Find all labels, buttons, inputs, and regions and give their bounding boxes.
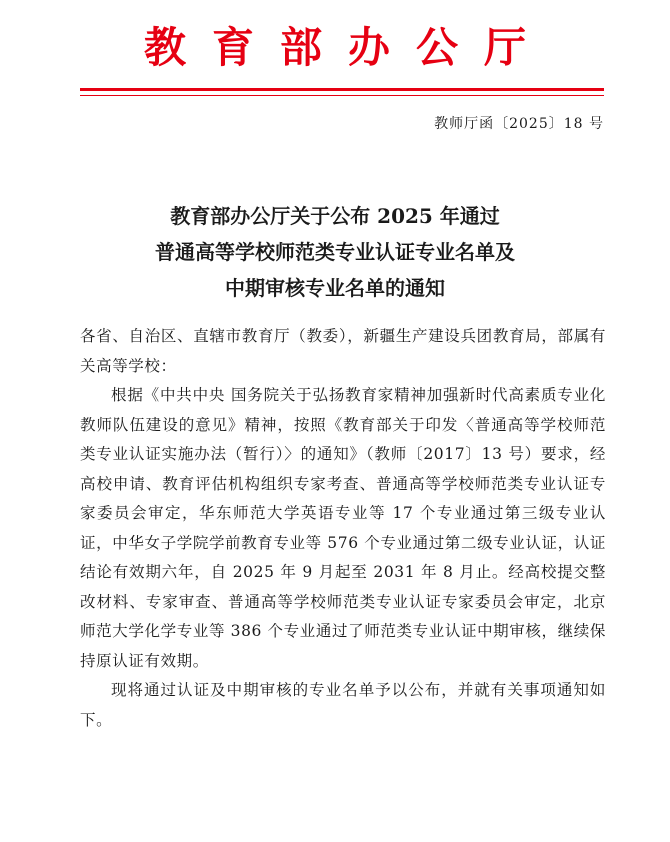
document-number: 教师厅函〔2025〕18 号 xyxy=(434,116,604,132)
notice-title-line: 普通高等学校师范类专业认证专业名单及 xyxy=(155,240,515,264)
salutation: 各省、自治区、直辖市教育厅（教委），新疆生产建设兵团教育局，部属有关高等学校： xyxy=(80,327,606,375)
header-rule-thick xyxy=(80,88,604,91)
body-paragraph: 根据《中共中央 国务院关于弘扬教育家精神加强新时代高素质专业化教师队伍建设的意见》精神，按照《教育部关于印发〈普通高等学校师范类专业认证实施办法（暂行）〉的通知》（教师〔2017〕13 号）要求，经高校申请、教育评估机构组织专家考查、普通高等学校师范类专业认证专家委员会审定，华东师范大学英语专业等 17 个专业通过第三级专业认证，中华女子学院学前教育专业等 576 个专业通过第二级专业认证，认证结论有效期六年，自 2025 年 9 月起至 2031 年 8 月止。经高校提交整改材料、专家审查、普通高等学校师范类专业认证专家委员会审定，北京师范大学化学专业等 386 个专业通过了师范类专业认证中期审核，继续保持原认证有效期。 xyxy=(80,386,606,670)
header-rule-thin xyxy=(80,95,604,96)
notice-body xyxy=(80,322,606,735)
body-paragraph: 现将通过认证及中期审核的专业名单予以公布，并就有关事项通知如下。 xyxy=(80,681,606,729)
notice-title-line: 教育部办公厅关于公布 2025 年通过 xyxy=(170,204,500,228)
notice-title xyxy=(0,198,670,306)
agency-header-title: 教育部办公厅 xyxy=(143,23,552,72)
notice-title-line: 中期审核专业名单的通知 xyxy=(225,276,445,300)
